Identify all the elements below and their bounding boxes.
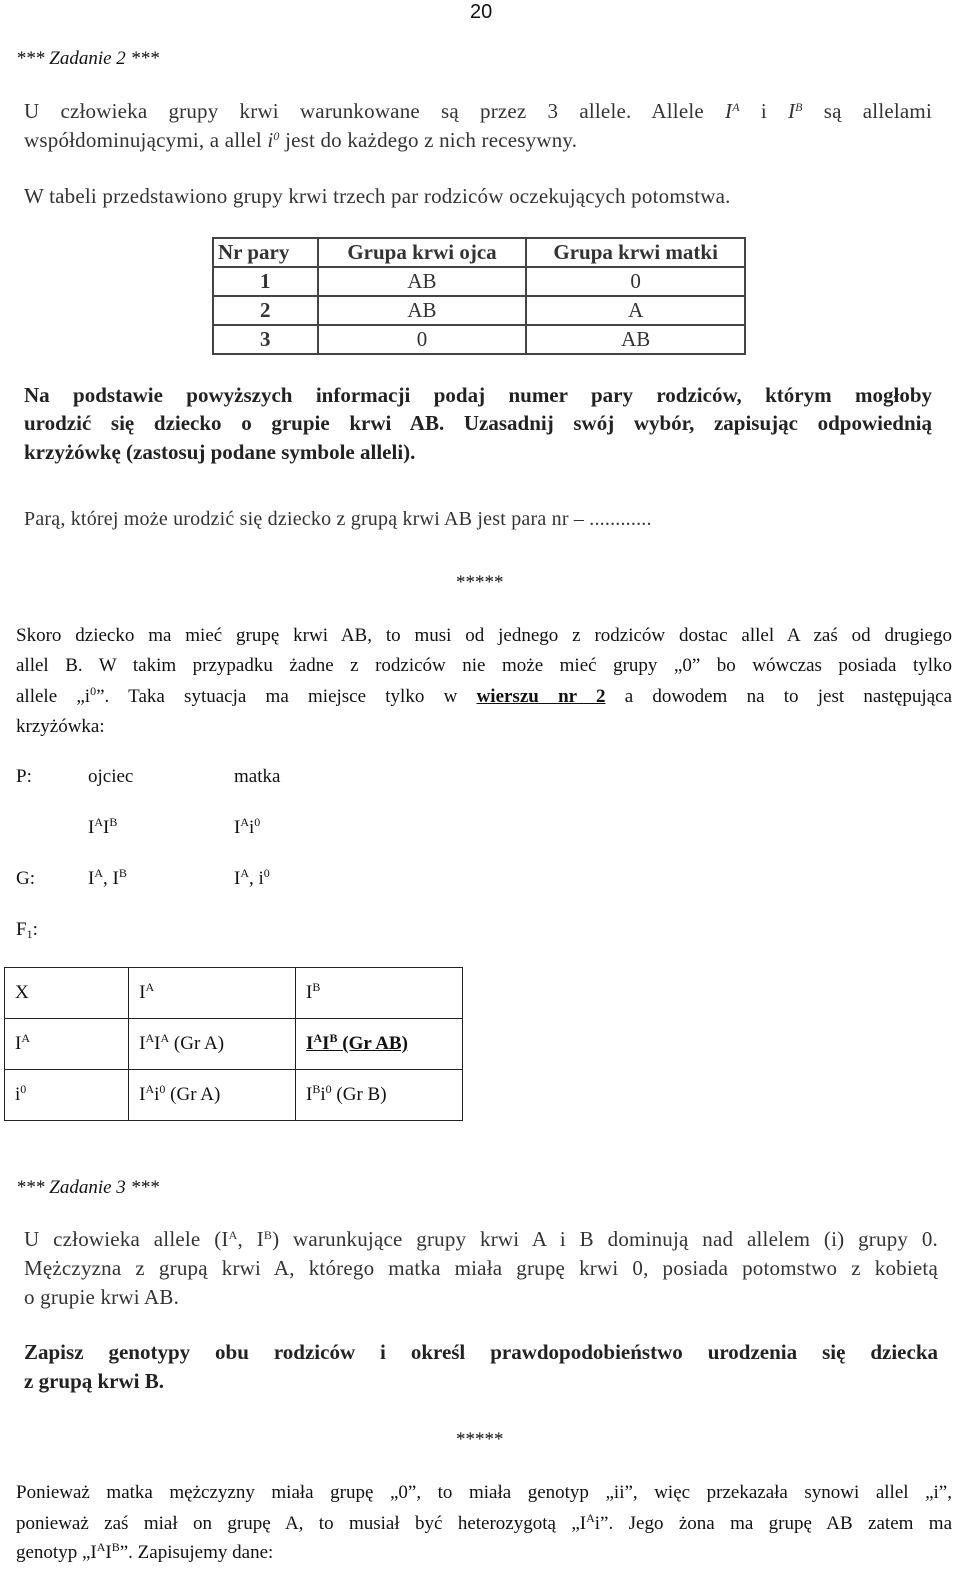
punnett-cell: $I^AI^A$ (Gr A) <box>129 1019 296 1070</box>
task2-solution-line3: allele $„i^0$”. Taka sytuacja ma miejsce tylko w wierszu nr 2 a dowodem na to jest następująca <box>16 684 953 707</box>
table-cell: 1 <box>213 267 318 296</box>
task2-intro-line1: U człowieka grupy krwi warunkowane są przez 3 allele. Allele $I^A$ i $I^B$ są allelami <box>24 99 933 123</box>
mother-label: matka <box>234 766 281 787</box>
separator: ***** <box>456 572 504 593</box>
task2-solution-line4: krzyżówka: <box>16 716 105 737</box>
table-header: Grupa krwi matki <box>526 238 745 267</box>
task2-question-line1: Na podstawie powyższych informacji podaj numer pary rodziców, którym mogłoby <box>24 383 932 407</box>
task2-intro-line2: współdominującymi, a allel $i^0$ jest do każdego z nich recesywny. <box>24 128 578 152</box>
mother-genotype: $I^Ai^0$ <box>234 815 261 838</box>
task3-question-line1: Zapisz genotypy obu rodziców i określ prawdopodobieństwo urodzenia się dziecka <box>24 1340 938 1364</box>
punnett-header: $I^A$ <box>129 968 296 1019</box>
task2-question-line3: krzyżówkę (zastosuj podane symbole alleli). <box>24 440 416 464</box>
mother-gametes: $I^A$, $i^0$ <box>234 866 270 889</box>
table-cell: AB <box>318 267 527 296</box>
task3-solution-line3: genotyp $„I^AI^B$”. Zapisujemy dane: <box>16 1540 274 1563</box>
punnett-corner: X <box>5 968 129 1019</box>
highlight-row-2: wierszu nr 2 <box>476 686 606 707</box>
task2-question-line2: urodzić się dziecko o grupie krwi AB. Uzasadnij swój wybór, zapisując odpowiednią <box>24 411 932 435</box>
task3-question-line2: z grupą krwi B. <box>24 1369 165 1393</box>
punnett-cell: $I^Ai^0$ (Gr A) <box>129 1070 296 1121</box>
table-header: Grupa krwi ojca <box>318 238 527 267</box>
p-label: P: <box>16 766 32 787</box>
punnett-cell: $I^Bi^0$ (Gr B) <box>296 1070 463 1121</box>
task3-solution-line1: Ponieważ matka mężczyzny miała grupę „0”, to miała genotyp „ii”, więc przekazała synowi allel „i”, <box>16 1482 952 1503</box>
task3-solution-line2: ponieważ zaś miał on grupę A, to musiał być heterozygotą $„I^Ai$”. Jego żona ma grupę AB zatem ma <box>16 1511 953 1534</box>
page-number: 20 <box>470 1 493 23</box>
task3-line3: o grupie krwi AB. <box>24 1285 180 1309</box>
punnett-header: $I^A$ <box>5 1019 129 1070</box>
task2-table-intro: W tabeli przedstawiono grupy krwi trzech par rodziców oczekujących potomstwa. <box>24 184 731 208</box>
table-cell: AB <box>318 296 527 325</box>
f1-label: $F_1$: <box>16 919 38 941</box>
task3-line2: Mężczyzna z grupą krwi A, którego matka miała grupę krwi 0, posiada potomstwo z kobietą <box>24 1256 938 1280</box>
task2-heading: *** Zadanie 2 *** <box>16 48 160 69</box>
task3-heading: *** Zadanie 3 *** <box>16 1177 160 1198</box>
task2-solution-line1: Skoro dziecko ma mieć grupę krwi AB, to musi od jednego z rodziców dostac allel A zaś od drugiego <box>16 625 952 646</box>
punnett-square <box>4 967 463 1121</box>
table-cell: AB <box>526 325 745 354</box>
table-cell: 0 <box>318 325 527 354</box>
table-cell: 3 <box>213 325 318 354</box>
blood-group-table <box>212 237 746 355</box>
table-cell: 2 <box>213 296 318 325</box>
separator: ***** <box>456 1429 504 1450</box>
punnett-header: $I^B$ <box>296 968 463 1019</box>
table-header: Nr pary <box>213 238 318 267</box>
father-genotype: $I^AI^B$ <box>88 815 118 838</box>
task3-line1: U człowieka allele ($I^A$, $I^B$) warunkujące grupy krwi A i B dominują nad allelem (i) grupy 0. <box>24 1227 939 1251</box>
punnett-header: $i^0$ <box>5 1070 129 1121</box>
father-gametes: $I^A$, $I^B$ <box>88 866 127 889</box>
task2-answer-line: Parą, której może urodzić się dziecko z grupą krwi AB jest para nr – ............ <box>24 508 652 530</box>
g-label: G: <box>16 868 35 889</box>
task2-solution-line2: allel B. W takim przypadku żadne z rodziców nie może mieć grupy „0” bo wówczas posiada tylko <box>16 655 952 676</box>
table-cell: A <box>526 296 745 325</box>
punnett-cell-ab: $I^AI^B$ (Gr AB) <box>296 1019 463 1070</box>
father-label: ojciec <box>88 766 134 787</box>
table-cell: 0 <box>526 267 745 296</box>
